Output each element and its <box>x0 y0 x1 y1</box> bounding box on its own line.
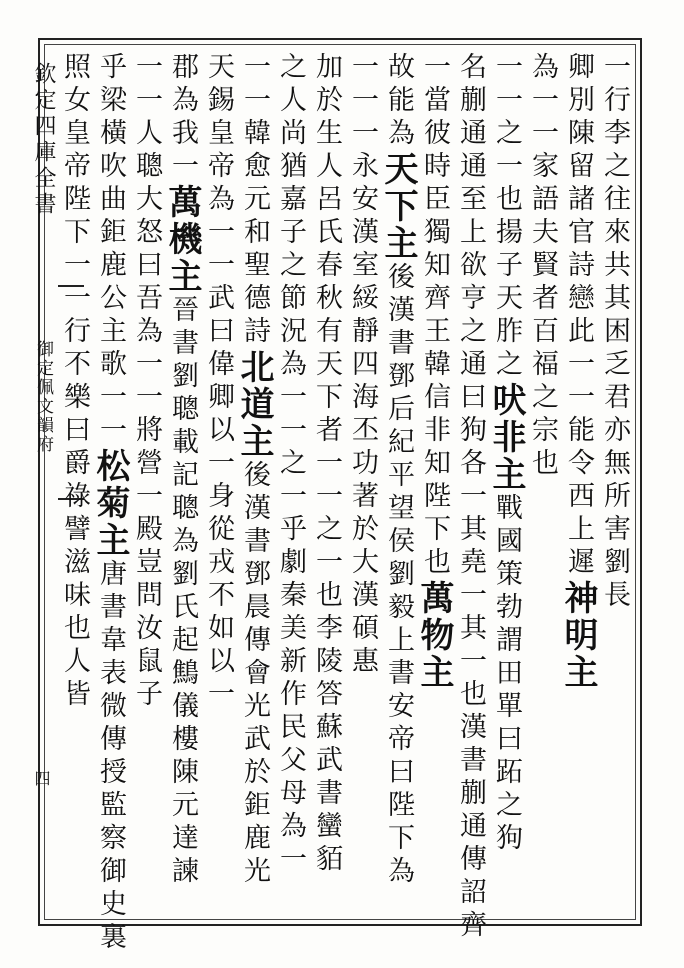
headword: 萬機主 <box>162 184 202 295</box>
column-text: 後漢書鄧晨傳會光武於鉅鹿光 <box>239 460 270 889</box>
column-text: 為一一 <box>527 52 558 151</box>
column-text: 之人尚猶嘉子之節況為一一之一乎劇秦美新作民父母為一 <box>275 52 306 877</box>
headword: 松菊主 <box>90 448 130 559</box>
text-column <box>308 52 344 912</box>
text-column <box>452 52 488 943</box>
column-text: 名蒯通通至上欲亨之通曰狗各一其 <box>455 52 486 547</box>
column-text: 一行李之往來共其困乏君亦無所害劉長 <box>599 52 630 613</box>
text-column <box>128 52 164 912</box>
column-text: 天錫皇帝為一一 <box>203 52 234 283</box>
text-column <box>56 52 92 912</box>
column-text: 一一之一也揚子天胙之 <box>491 52 522 382</box>
column-text: 晉書劉聰載記聰為劉氏起鷦儀樓陳元達諫 <box>167 295 198 889</box>
page-number: 四 <box>32 770 51 786</box>
column-text: 照女皇帝陛下一一 <box>59 52 90 316</box>
column-text: 堯一其一也漢書蒯通傳詔齊 <box>455 547 486 943</box>
text-column <box>524 52 560 912</box>
text-column <box>416 52 452 912</box>
text-column <box>380 52 416 912</box>
headword: 吠非主 <box>486 382 526 493</box>
column-text: 加於生人呂氏春秋有天下者一一之一也李陵答蘇武書蠻貊 <box>311 52 342 877</box>
column-text: 唐書韋表微傳授監察御史裏 <box>95 559 126 955</box>
column-text: 後漢書鄧后紀平望侯劉毅上書安帝曰陛下為 <box>383 262 414 889</box>
text-column <box>488 52 524 912</box>
column-text: 戰國策勃謂田單曰跖之狗 <box>491 493 522 856</box>
column-text: 武曰偉卿以一身從戎不如以一 <box>203 283 234 712</box>
text-columns <box>59 52 632 955</box>
column-text: 一一韓愈元和聖德詩 <box>239 52 270 349</box>
column-text: 行不樂曰爵祿譬滋味也人皆 <box>59 316 90 712</box>
text-column <box>164 52 200 912</box>
column-text: 郡為我一 <box>167 52 198 184</box>
text-column <box>200 52 236 912</box>
text-column <box>272 52 308 912</box>
text-column <box>344 52 380 912</box>
column-text: 聰大怒曰吾為一一將營一殿豈問汝鼠子 <box>131 151 162 712</box>
text-column <box>90 52 130 955</box>
column-text: 一一人 <box>131 52 162 151</box>
column-text: 家語夫賢者百福之宗也 <box>527 151 558 481</box>
headword: 神明主 <box>558 580 598 691</box>
column-text: 乎梁橫吹曲鉅鹿公主歌一一 <box>95 52 126 448</box>
headword: 北道主 <box>234 349 274 460</box>
column-text: 故能為 <box>383 52 414 151</box>
book-title: 御定佩文韻府 <box>33 340 53 454</box>
text-column <box>236 52 272 912</box>
column-text: 卿別陳留諸官詩戀此一一能令西上遲 <box>563 52 594 580</box>
book-series-title: 欽定四庫全書 <box>31 62 56 218</box>
column-text: 一一一永安漢室綏靜四海丕功著於大漢碩惠 <box>347 52 378 679</box>
text-column <box>560 52 596 912</box>
headword: 天下主 <box>378 151 418 262</box>
headword: 萬物主 <box>414 580 454 691</box>
text-column <box>596 52 632 912</box>
margin-strip <box>28 40 58 924</box>
column-text: 一當彼時臣獨知齊王韓信非知陛下也 <box>419 52 450 580</box>
